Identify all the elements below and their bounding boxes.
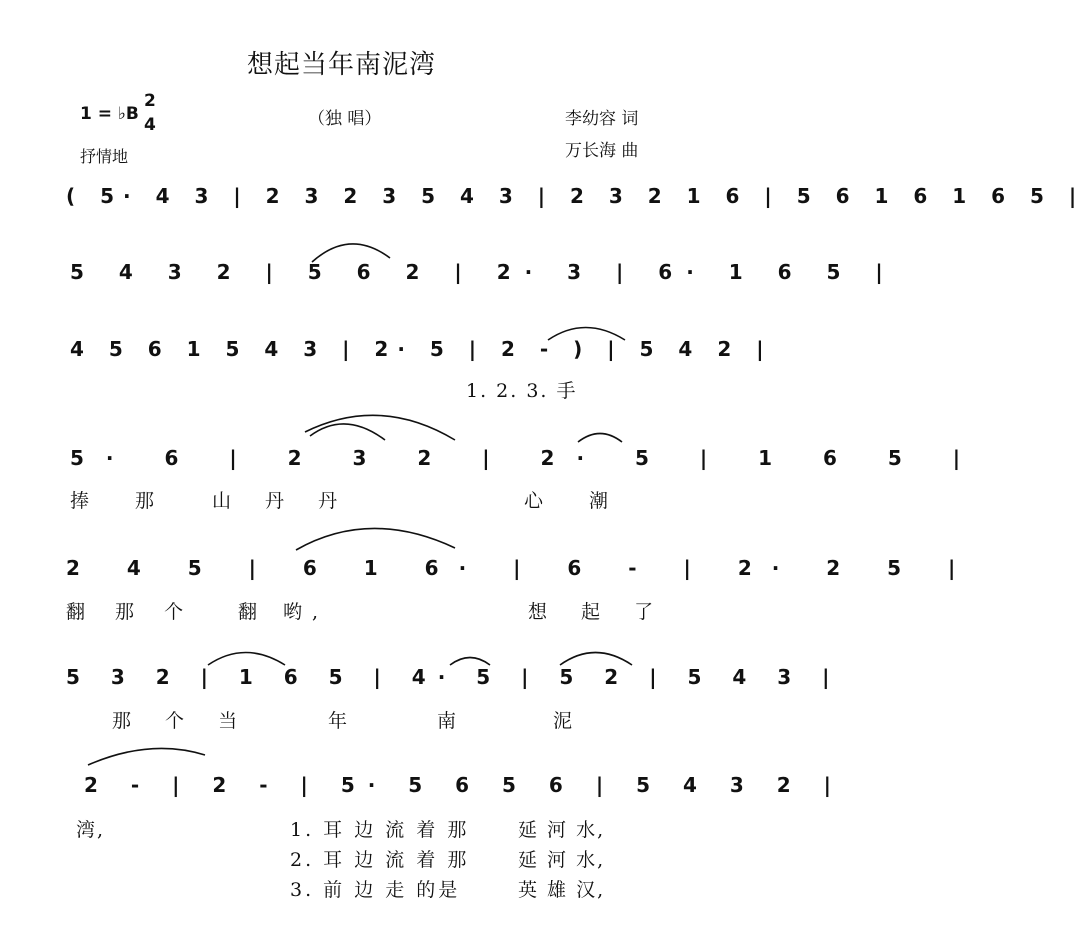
notation-row-6: 5 3 2 | 1 6 5 | 4· 5 | 5 2 | 5 4 3 | (66, 665, 842, 689)
lyric-row-5a: 翻 那 个 (66, 601, 196, 623)
lyric-verse-1b: 延 河 水, (518, 819, 606, 841)
lyric-verse-1a: 1. 耳 边 流 着 那 (290, 819, 470, 841)
lyric-row-6b: 年 (328, 710, 350, 732)
lyric-verse-2b: 延 河 水, (518, 849, 606, 871)
lyric-row-6c: 南 (437, 710, 459, 732)
notation-row-3: 4 5 6 1 5 4 3 | 2· 5 | 2 - ) | 5 4 2 | (70, 337, 773, 361)
lyric-row-4a: 捧 那 (70, 490, 175, 512)
lyric-verse-2a: 2. 耳 边 流 着 那 (290, 849, 470, 871)
lyricist-credit: 李幼容 词 (565, 109, 639, 129)
lyric-row-4c: 心 潮 (524, 490, 629, 512)
lyric-row-7a: 湾, (76, 819, 106, 841)
lyric-row-5b: 翻 哟, (238, 601, 329, 623)
lyric-verse-3b: 英 雄 汉, (518, 879, 606, 901)
notation-row-4: 5· 6 | 2 3 2 | 2· 5 | 1 6 5 | (70, 446, 983, 470)
tempo-marking: 抒情地 (80, 147, 129, 166)
lyric-verse-markers: 1. 2. 3. 手 (466, 380, 578, 402)
notation-row-5: 2 4 5 | 6 1 6· | 6 - | 2· 2 5 | (66, 556, 976, 580)
time-signature-bottom: 4 (144, 115, 156, 135)
key-signature: 1 = ♭B (80, 104, 139, 124)
lyric-row-4b: 山 丹 丹 (212, 490, 352, 512)
notation-row-2: 5 4 3 2 | 5 6 2 | 2· 3 | 6· 1 6 5 | (70, 260, 897, 284)
lyric-row-6a: 那 个 当 (112, 710, 252, 732)
performance-style: （独 唱） (308, 109, 382, 129)
lyric-row-6d: 泥 (553, 710, 575, 732)
time-signature-top: 2 (144, 91, 156, 111)
lyric-verse-3a: 3. 前 边 走 的是 (290, 879, 461, 901)
song-title: 想起当年南泥湾 (247, 50, 437, 80)
notation-row-1: ( 5· 4 3 | 2 3 2 3 5 4 3 | 2 3 2 1 6 | 5 6 1 6 1 6 5 | (66, 184, 1085, 208)
composer-credit: 万长海 曲 (565, 141, 639, 161)
notation-row-7: 2 - | 2 - | 5· 5 6 5 6 | 5 4 3 2 | (84, 773, 844, 797)
lyric-row-5c: 想 起 了 (528, 601, 668, 623)
